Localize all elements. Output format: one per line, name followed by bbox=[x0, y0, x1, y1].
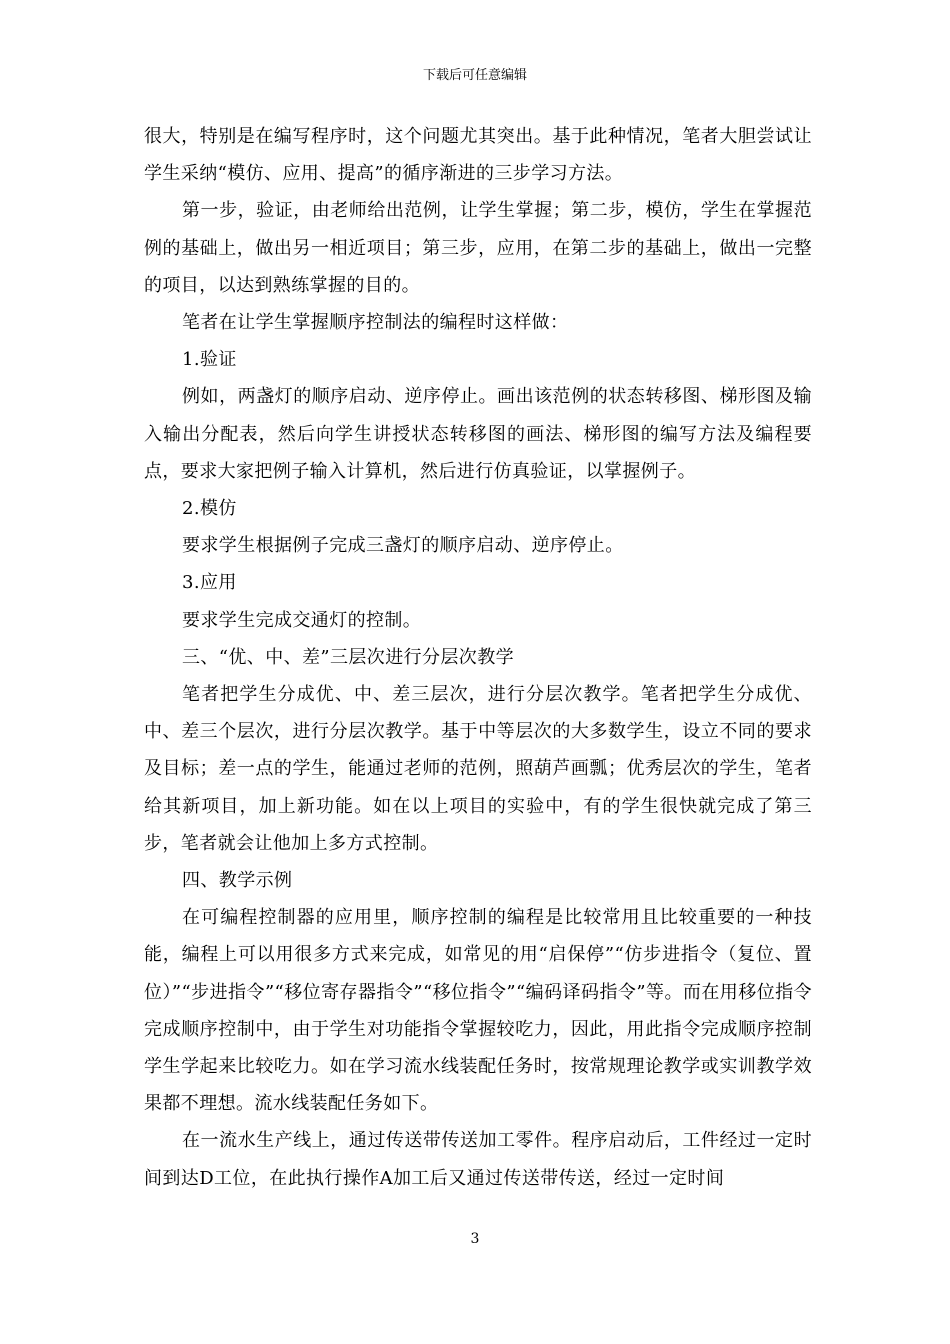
page-header: 下载后可任意编辑 bbox=[422, 68, 527, 83]
paragraph: 第一步，验证，由老师给出范例，让学生掌握；第二步，模仿，学生在掌握范例的基础上，做出另一相近项目；第三步，应用，在第二步的基础上，做出一完整的项目，以达到熟练掌握的目的。 bbox=[144, 200, 812, 296]
section-heading: 3.应用 bbox=[182, 572, 237, 594]
section-heading: 2.模仿 bbox=[182, 498, 237, 520]
document-body bbox=[144, 118, 812, 1197]
paragraph: 要求学生根据例子完成三盏灯的顺序启动、逆序停止。 bbox=[182, 535, 624, 557]
paragraph: 例如，两盏灯的顺序启动、逆序停止。画出该范例的状态转移图、梯形图及输入输出分配表，然后向学生讲授状态转移图的画法、梯形图的编写方法及编程要点，要求大家把例子输入计算机，然后进行仿真验证，以掌握例子。 bbox=[144, 386, 812, 482]
paragraph: 要求学生完成交通灯的控制。 bbox=[182, 609, 422, 631]
paragraph: 很大，特别是在编写程序时，这个问题尤其突出。基于此种情况，笔者大胆尝试让学生采纳“模仿、应用、提高”的循序渐进的三步学习方法。 bbox=[144, 126, 812, 185]
paragraph: 笔者把学生分成优、中、差三层次，进行分层次教学。笔者把学生分成优、中、差三个层次，进行分层次教学。基于中等层次的大多数学生，设立不同的要求及目标；差一点的学生，能通过老师的范例，照葫芦画瓢；优秀层次的学生，笔者给其新项目，加上新功能。如在以上项目的实验中，有的学生很快就完成了第三步，笔者就会让他加上多方式控制。 bbox=[144, 684, 812, 854]
paragraph: 在可编程控制器的应用里，顺序控制的编程是比较常用且比较重要的一种技能，编程上可以用很多方式来完成，如常见的用“启保停”“仿步进指令（复位、置位）”“步进指令”“移位寄存器指令”“移位指令”“编码译码指令”等。而在用移位指令完成顺序控制中，由于学生对功能指令掌握较吃力，因此，用此指令完成顺序控制学生学起来比较吃力。如在学习流水线装配任务时，按常规理论教学或实训教学效果都不理想。流水线装配任务如下。 bbox=[144, 907, 812, 1115]
section-heading: 三、“优、中、差”三层次进行分层次教学 bbox=[182, 646, 515, 668]
paragraph: 在一流水生产线上，通过传送带传送加工零件。程序启动后，工件经过一定时间到达D工位，在此执行操作A加工后又通过传送带传送，经过一定时间 bbox=[144, 1130, 812, 1189]
section-heading: 1.验证 bbox=[182, 349, 237, 371]
paragraph: 笔者在让学生掌握顺序控制法的编程时这样做： bbox=[182, 312, 569, 334]
page-number: 3 bbox=[470, 1231, 480, 1247]
section-heading: 四、教学示例 bbox=[182, 870, 293, 892]
